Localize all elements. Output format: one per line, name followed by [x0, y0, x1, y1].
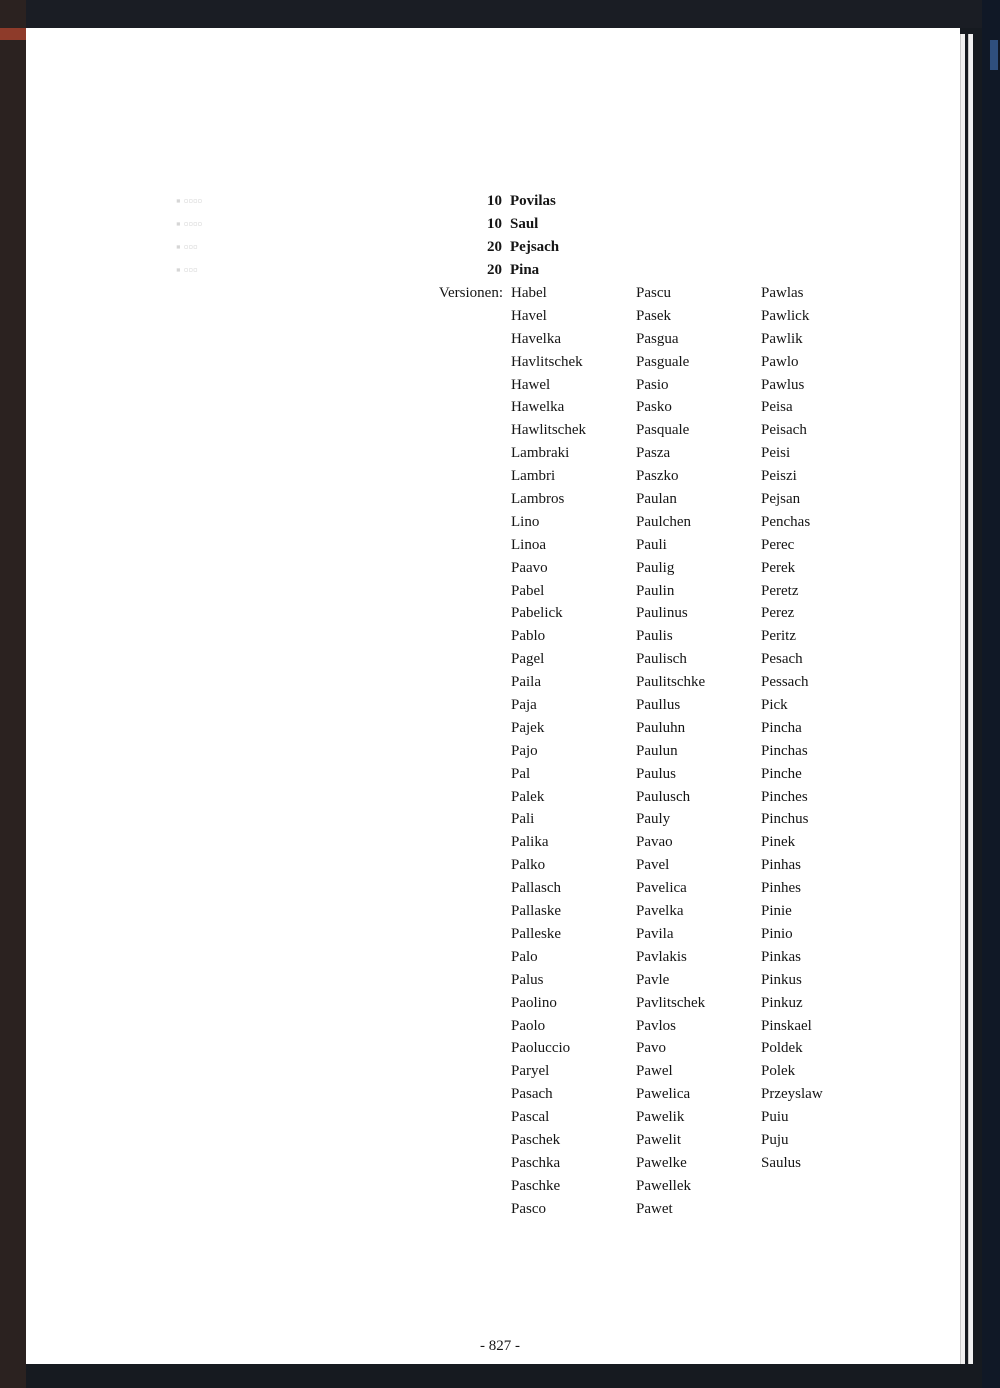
name-entry: Paryel — [511, 1063, 550, 1080]
show-through-left: ▪ ▫▫▫▫ ▪ ▫▫▫▫ ▪ ▫▫▫ ▪ ▫▫▫ — [176, 193, 203, 277]
entry-name: Saul — [510, 215, 539, 232]
book-cover-top — [0, 0, 1000, 28]
entry-count: 10 — [487, 215, 502, 232]
name-entry: Peisach — [761, 422, 807, 439]
entry-count: 10 — [487, 193, 502, 209]
name-entry: Saulus — [761, 1154, 802, 1171]
entry-count: 20 — [487, 238, 502, 255]
name-entry: Puiu — [761, 1109, 789, 1126]
name-entry: Pessach — [761, 674, 809, 691]
name-entry: Hawel — [511, 376, 551, 393]
name-entry: Pasquale — [636, 422, 690, 439]
name-entry: Havlitschek — [511, 353, 583, 370]
name-entry: Pawelica — [636, 1086, 691, 1103]
entry-count: 20 — [487, 261, 502, 278]
name-entry: Paulitschke — [636, 674, 706, 691]
name-entry: Pasach — [511, 1086, 553, 1103]
name-entry: Palika — [511, 834, 549, 851]
name-entry: Pagel — [511, 651, 545, 668]
book-cover-ribbon — [0, 28, 26, 40]
name-entry: Paulisch — [636, 651, 687, 668]
name-entry: Pallasch — [511, 880, 561, 897]
name-entry: Paolo — [511, 1017, 546, 1034]
name-entry: Pavila — [636, 925, 674, 942]
name-entry: Habel — [511, 285, 547, 301]
name-entry: Paschke — [511, 1177, 561, 1194]
name-entry: Pasko — [636, 399, 672, 416]
name-entry: Pabelick — [511, 605, 563, 622]
name-entry: Pinskael — [761, 1017, 812, 1034]
name-entry: Pajo — [511, 742, 538, 759]
name-entry: Pinche — [761, 765, 802, 782]
name-entry: Pick — [761, 697, 788, 714]
name-entry: Pavo — [636, 1040, 666, 1057]
name-entry: Paoluccio — [511, 1040, 571, 1057]
name-entry: Pawel — [636, 1063, 673, 1080]
name-entry: Pinhas — [761, 857, 802, 874]
name-entry: Pawelit — [636, 1131, 681, 1148]
name-entry: Pasguale — [636, 353, 690, 370]
name-entry: Pascu — [636, 285, 671, 301]
name-entry: Hawelka — [511, 399, 565, 416]
versions-label: Versionen: — [438, 285, 503, 301]
name-entry: Paulinus — [636, 605, 688, 622]
name-entry: Pinches — [761, 788, 808, 805]
name-entry: Pavelica — [636, 880, 687, 897]
name-entry: Paolino — [511, 994, 557, 1011]
name-entry: Pinhes — [761, 880, 802, 897]
name-entry: Pinie — [761, 903, 792, 920]
name-entry: Pincha — [761, 719, 802, 736]
name-entry: Palus — [511, 971, 544, 988]
name-entry: Pawlick — [761, 307, 810, 324]
name-entry: Paulin — [636, 582, 675, 599]
name-entry: Paulus — [636, 765, 677, 782]
top-entry-counts — [466, 190, 502, 282]
name-entry: Peisa — [761, 399, 793, 416]
name-entry: Paulis — [636, 628, 673, 645]
name-entry: Peisi — [761, 445, 791, 462]
name-entry: Paulan — [636, 491, 677, 508]
name-entry: Paja — [511, 697, 537, 714]
name-entry: Pajek — [511, 719, 545, 736]
name-entry: Pawlus — [761, 376, 805, 393]
name-entry: Poldek — [761, 1040, 803, 1057]
name-entry: Pawlik — [761, 330, 803, 347]
name-entry: Peretz — [761, 582, 799, 599]
name-entry: Lambros — [511, 491, 565, 508]
name-entry: Perec — [761, 536, 795, 553]
page-edge — [960, 34, 965, 1364]
name-entry: Pinio — [761, 925, 793, 942]
name-entry: Pawellek — [636, 1177, 691, 1194]
name-entry: Pasza — [636, 445, 671, 462]
name-entry: Pawlas — [761, 285, 804, 301]
name-entry: Pinek — [761, 834, 796, 851]
name-entry: Palleske — [511, 925, 561, 942]
name-entry: Pavel — [636, 857, 670, 874]
name-entry: Paulusch — [636, 788, 691, 805]
name-entry: Pavao — [636, 834, 673, 851]
name-entry: Palek — [511, 788, 545, 805]
name-entry: Palo — [511, 948, 538, 965]
name-entry: Havelka — [511, 330, 561, 347]
page-edge — [968, 34, 973, 1364]
name-entry: Paschka — [511, 1154, 561, 1171]
name-entry: Puju — [761, 1131, 789, 1148]
name-entry: Pinchus — [761, 811, 809, 828]
name-entry: Paulchen — [636, 513, 691, 530]
name-entry: Pinchas — [761, 742, 808, 759]
name-entry: Paschek — [511, 1131, 561, 1148]
name-entry: Peiszi — [761, 468, 797, 485]
name-entry: Pallaske — [511, 903, 561, 920]
book-cover-blue-edge — [990, 40, 998, 70]
name-entry: Pabel — [511, 582, 545, 599]
name-entry: Pinkus — [761, 971, 802, 988]
name-entry: Pavlitschek — [636, 994, 706, 1011]
name-entry: Paulun — [636, 742, 678, 759]
name-entry: Pavlakis — [636, 948, 687, 965]
name-entry: Pablo — [511, 628, 546, 645]
name-entry: Pascal — [511, 1109, 550, 1126]
name-entry: Peritz — [761, 628, 796, 645]
name-entry: Pasio — [636, 376, 669, 393]
name-entry: Pavle — [636, 971, 670, 988]
name-entry: Pawelik — [636, 1109, 685, 1126]
name-entry: Pinkas — [761, 948, 802, 965]
name-entry: Lambri — [511, 468, 556, 485]
name-entry: Pinkuz — [761, 994, 803, 1011]
name-entry: Penchas — [761, 513, 811, 530]
name-entry: Pesach — [761, 651, 803, 668]
name-entry: Palko — [511, 857, 546, 874]
name-entry: Paavo — [511, 559, 548, 576]
name-entry: Perek — [761, 559, 796, 576]
page-number: - 827 - — [480, 1338, 520, 1354]
name-entry: Pejsan — [761, 491, 801, 508]
name-entry: Paszko — [636, 468, 679, 485]
name-entry: Polek — [761, 1063, 796, 1080]
name-column-1 — [511, 282, 586, 1221]
name-entry: Pali — [511, 811, 535, 828]
name-entry: Hawlitschek — [511, 422, 586, 439]
name-entry: Przeyslaw — [761, 1086, 823, 1103]
top-entry-names — [510, 190, 559, 282]
name-entry: Pauluhn — [636, 719, 686, 736]
name-entry: Pasek — [636, 307, 671, 324]
name-entry: Lino — [511, 513, 540, 530]
name-entry: Paila — [511, 674, 541, 691]
name-entry: Perez — [761, 605, 795, 622]
name-entry: Pal — [511, 765, 531, 782]
entry-name: Pina — [510, 261, 540, 278]
name-entry: Linoa — [511, 536, 546, 553]
name-entry: Pawet — [636, 1200, 673, 1217]
book-cover-right — [982, 0, 1000, 1388]
name-entry: Pawlo — [761, 353, 799, 370]
name-entry: Pavlos — [636, 1017, 677, 1034]
name-entry: Pawelke — [636, 1154, 687, 1171]
book-cover-left — [0, 0, 26, 1388]
entry-name: Povilas — [510, 193, 556, 209]
name-column-2 — [636, 282, 705, 1221]
name-entry: Paulig — [636, 559, 675, 576]
name-entry: Pasco — [511, 1200, 546, 1217]
name-entry: Pauly — [636, 811, 671, 828]
name-entry: Pasgua — [636, 330, 679, 347]
entry-name: Pejsach — [510, 238, 560, 255]
name-entry: Pauli — [636, 536, 667, 553]
name-entry: Paullus — [636, 697, 681, 714]
name-entry: Pavelka — [636, 903, 684, 920]
name-column-3 — [761, 282, 823, 1175]
name-entry: Lambraki — [511, 445, 570, 462]
name-entry: Havel — [511, 307, 547, 324]
